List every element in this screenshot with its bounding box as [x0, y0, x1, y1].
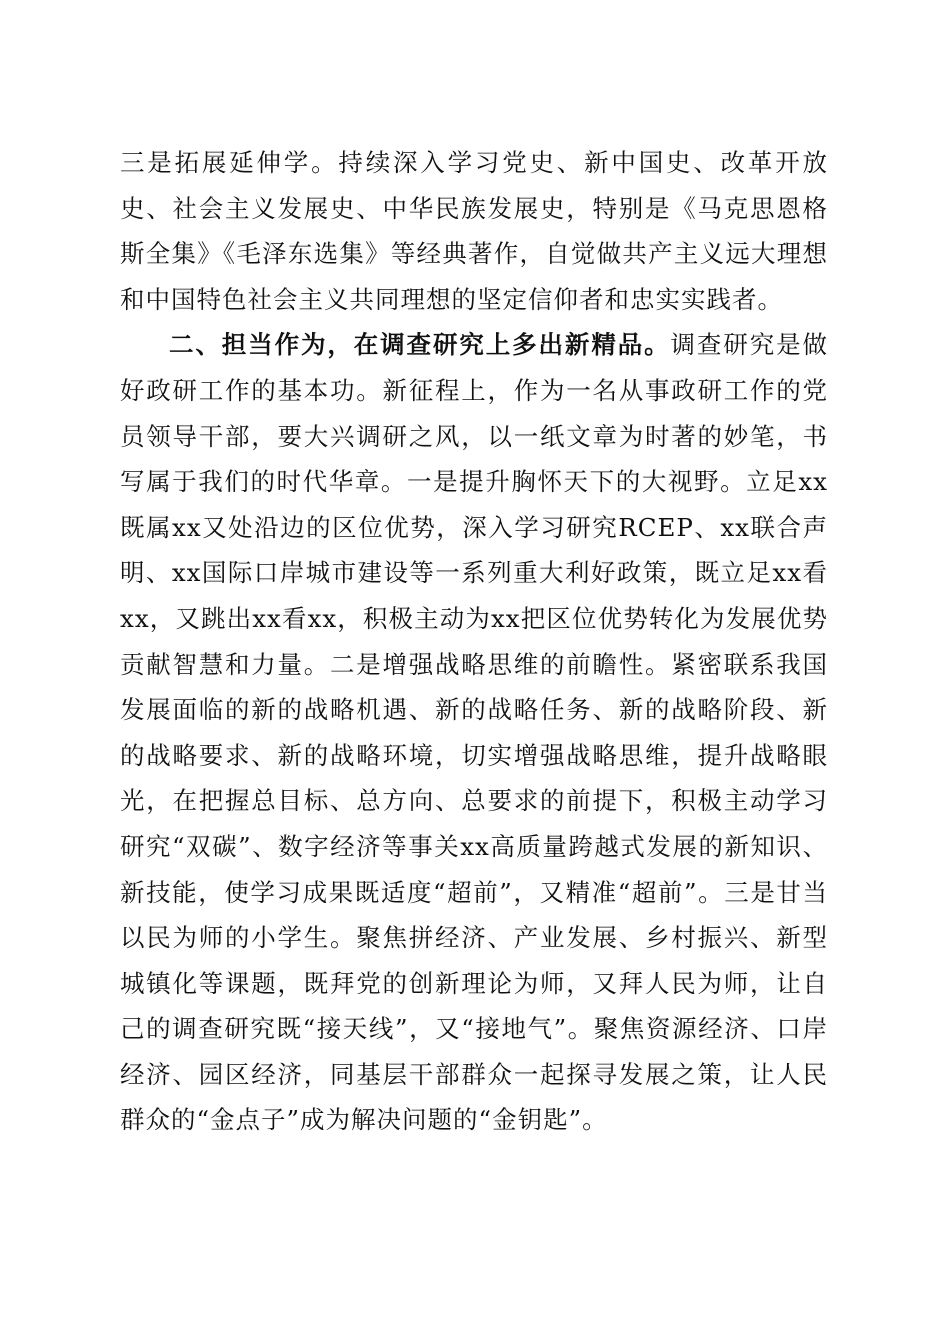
document-body: [120, 140, 828, 1143]
paragraph-extend-learning: 三是拓展延伸学。持续深入学习党史、新中国史、改革开放史、社会主义发展史、中华民族发展史，特别是《马克思恩格斯全集》《毛泽东选集》等经典著作，自觉做共产主义远大理想和中国特色社会主义共同理想的坚定信仰者和忠实实践者。: [120, 148, 828, 314]
section-body: 调查研究是做好政研工作的基本功。新征程上，作为一名从事政研工作的党员领导干部，要大兴调研之风，以一纸文章为时著的妙笔，书写属于我们的时代华章。一是提升胸怀天下的大视野。立足xx既属xx又处沿边的区位优势，深入学习研究RCEP、xx联合声明、xx国际口岸城市建设等一系列重大利好政策，既立足xx看xx，又跳出xx看xx，积极主动为xx把区位优势转化为发展优势贡献智慧和力量。二是增强战略思维的前瞻性。紧密联系我国发展面临的新的战略机遇、新的战略任务、新的战略阶段、新的战略要求、新的战略环境，切实增强战略思维，提升战略眼光，在把握总目标、总方向、总要求的前提下，积极主动学习研究“双碳”、数字经济等事关xx高质量跨越式发展的新知识、新技能，使学习成果既适度“超前”，又精准“超前”。三是甘当以民为师的小学生。聚焦拼经济、产业发展、乡村振兴、新型城镇化等课题，既拜党的创新理论为师，又拜人民为师，让自己的调查研究既“接天线”，又“接地气”。聚焦资源经济、口岸经济、园区经济，同基层干部群众一起探寻发展之策，让人民群众的“金点子”成为解决问题的“金钥匙”。: [120, 330, 829, 1135]
paragraph-research: [120, 322, 828, 1143]
section-heading: 二、担当作为，在调查研究上多出新精品。: [169, 330, 671, 360]
